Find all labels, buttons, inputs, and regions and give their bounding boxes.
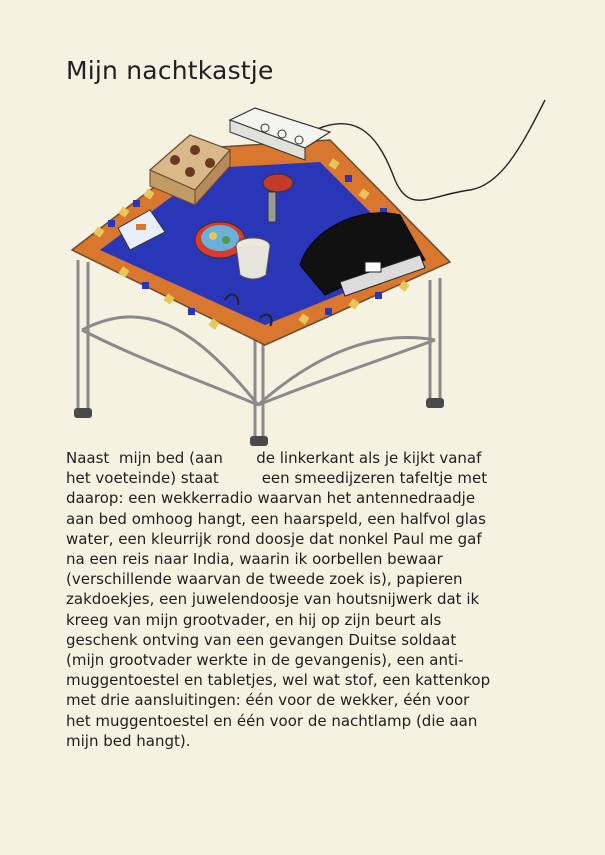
- paragraph-line: het muggentoestel en één voor de nachtlamp (die aan: [66, 711, 478, 730]
- paragraph-line: het voeteinde) staat een smeedijzeren tafeltje met: [66, 469, 488, 488]
- paragraph-line: (verschillende waarvan de tweede zoek is), papieren: [66, 570, 463, 589]
- paragraph-line: daarop: een wekkerradio waarvan het antennedraadje: [66, 489, 476, 508]
- paragraph-line: muggentoestel en tabletjes, wel wat stof, een kattenkop: [66, 671, 491, 690]
- paragraph-line: kreeg van mijn grootvader, en hij op zijn beurt als: [66, 610, 442, 629]
- paragraph-line: geschenk ontving van een gevangen Duitse soldaat: [66, 630, 457, 649]
- paragraph-line: aan bed omhoog hangt, een haarspeld, een halfvol glas: [66, 509, 486, 528]
- body-paragraph: [66, 448, 542, 751]
- paragraph-line: Naast mijn bed (aan de linkerkant als je kijkt vanaf: [66, 449, 482, 467]
- paragraph-line: water, een kleurrijk rond doosje dat nonkel Paul me gaf: [66, 529, 482, 548]
- page-title: Mijn nachtkastje: [66, 56, 274, 85]
- paragraph-line: (mijn grootvader werkte in de gevangenis), een anti-: [66, 651, 464, 670]
- paragraph-line: na een reis naar India, waarin ik oorbellen bewaar: [66, 550, 443, 569]
- paragraph-line: mijn bed hangt).: [66, 731, 191, 750]
- glass: [236, 238, 270, 279]
- paragraph-line: met drie aansluitingen: één voor de wekker, één voor: [66, 691, 470, 710]
- paragraph-line: zakdoekjes, een juwelendoosje van houtsnijwerk dat ik: [66, 590, 480, 609]
